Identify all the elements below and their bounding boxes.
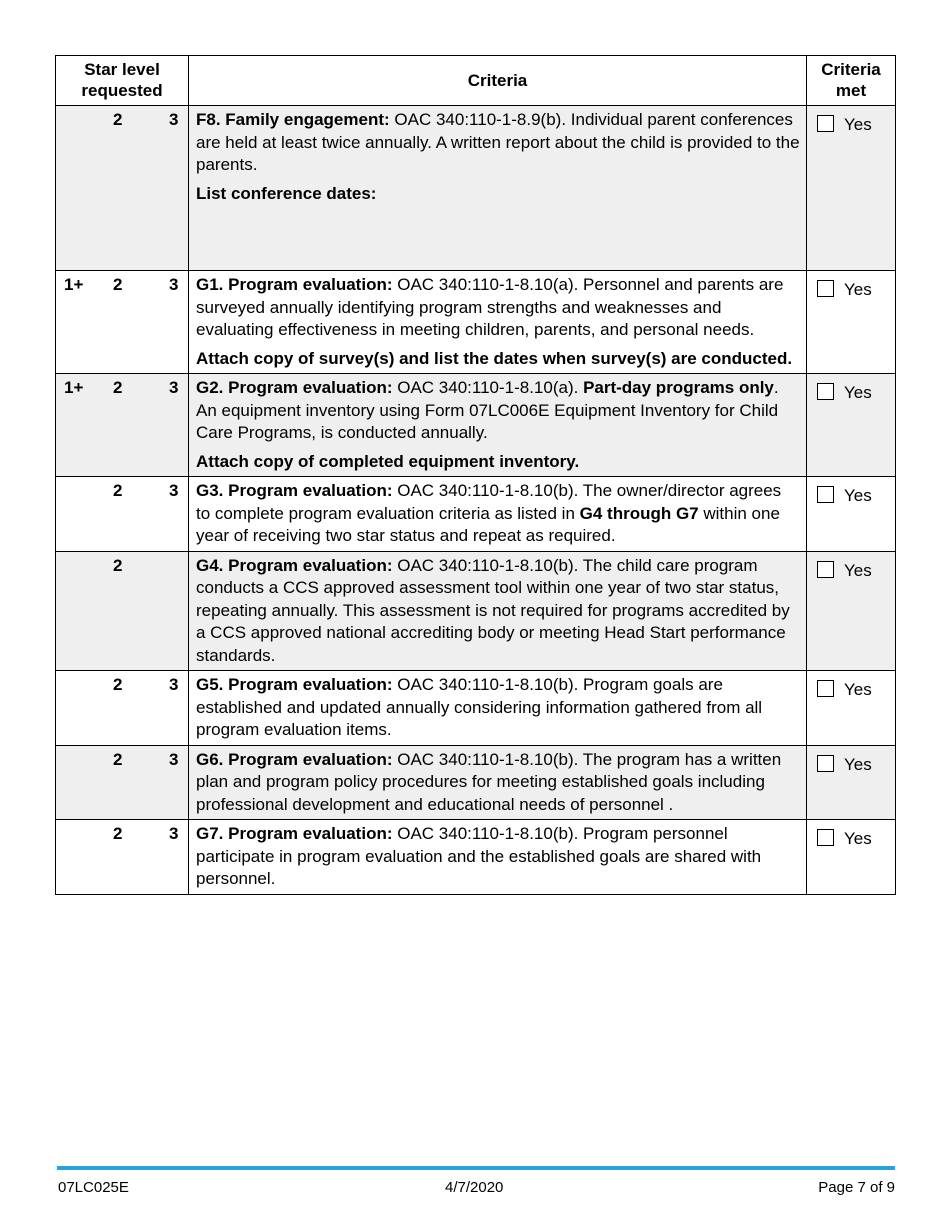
star-level-3: 3 [169, 824, 179, 843]
criteria-row-f8 [56, 106, 896, 271]
criteria-code: G1. Program evaluation: [196, 275, 393, 294]
criteria-text: OAC 340:110-1-8.10(b). The child care program conducts a CCS approved assessment tool within one year of two star status, repeating annually. This assessment is not required for programs accredited by a CCS approved national accrediting body or meeting Head Start performance standards. [196, 555, 790, 665]
criteria-cell [189, 271, 807, 374]
yes-checkbox[interactable] [817, 115, 834, 132]
criteria-code: G7. Program evaluation: [196, 824, 393, 843]
criteria-cell [189, 745, 807, 820]
criteria-text-b: within one year of receiving two star status and repeat as required. [196, 503, 780, 545]
criteria-code: F8. Family engagement: [196, 110, 390, 129]
star-level-header: Star level requested [56, 56, 189, 106]
yes-label: Yes [844, 560, 872, 580]
criteria-cell [189, 671, 807, 746]
criteria-row-g2 [56, 374, 896, 477]
criteria-met-cell [807, 551, 896, 671]
yes-label: Yes [844, 680, 872, 699]
star-level-2: 2 [113, 378, 123, 397]
star-level-2: 2 [113, 481, 123, 500]
star-cell [56, 551, 189, 671]
star-level-2: 2 [113, 749, 123, 769]
criteria-cell [189, 477, 807, 552]
criteria-emphasis: G4 through G7 [579, 503, 699, 523]
criteria-code: G5. Program evaluation: [196, 675, 393, 694]
criteria-header: Criteria [189, 56, 807, 106]
star-level-2: 2 [113, 675, 123, 694]
star-level-3: 3 [169, 481, 179, 500]
criteria-text: OAC 340:110-1-8.10(b). Program goals are established and updated annually considering information gathered from all program evaluation items. [196, 675, 763, 739]
criteria-code: G2. Program evaluation: [196, 378, 393, 397]
star-cell [56, 477, 189, 552]
criteria-row-g6 [56, 745, 896, 820]
star-level-2: 2 [113, 824, 123, 843]
criteria-cell [189, 820, 807, 895]
criteria-text-a: OAC 340:110-1-8.10(a). [392, 378, 584, 397]
criteria-met-cell [807, 820, 896, 895]
criteria-met-cell [807, 106, 896, 271]
criteria-text: OAC 340:110-1-8.10(a). Personnel and parents are surveyed annually identifying program strengths and weaknesses and evaluating effectiveness in meeting children, parents, and personal needs. [196, 275, 784, 339]
criteria-note: List conference dates: [196, 183, 377, 203]
yes-checkbox[interactable] [817, 486, 834, 503]
star-cell [56, 671, 189, 746]
yes-checkbox[interactable] [817, 280, 834, 297]
star-level-3: 3 [169, 378, 179, 397]
form-date: 4/7/2020 [445, 1179, 504, 1196]
criteria-cell [189, 374, 807, 477]
criteria-emphasis: Part-day programs only [583, 378, 774, 397]
yes-label: Yes [844, 383, 872, 402]
yes-checkbox[interactable] [817, 561, 834, 578]
criteria-met-cell [807, 477, 896, 552]
star-level-3: 3 [169, 275, 179, 294]
criteria-met-cell [807, 745, 896, 820]
star-level-3: 3 [169, 749, 179, 769]
star-level-2: 2 [113, 275, 123, 294]
yes-checkbox[interactable] [817, 755, 834, 772]
yes-label: Yes [844, 829, 872, 848]
header-row [56, 56, 896, 106]
criteria-met-header: Criteria met [807, 56, 896, 106]
criteria-code: G3. Program evaluation: [196, 481, 393, 500]
criteria-met-cell [807, 374, 896, 477]
yes-label: Yes [844, 486, 872, 505]
criteria-row-g1 [56, 271, 896, 374]
criteria-note: Attach copy of completed equipment inventory. [196, 451, 580, 471]
criteria-code: G4. Program evaluation: [196, 555, 393, 575]
criteria-row-g5 [56, 671, 896, 746]
star-level-1: 1+ [64, 275, 84, 294]
criteria-text-b: . An equipment inventory using Form 07LC006E Equipment Inventory for Child Care Programs, is conducted annually. [196, 378, 779, 442]
criteria-cell [189, 551, 807, 671]
star-cell [56, 745, 189, 820]
yes-label: Yes [844, 115, 872, 134]
criteria-text: OAC 340:110-1-8.10(b). The program has a written plan and program policy procedures for meeting established goals including professional development and educational needs of personnel . [196, 749, 782, 814]
yes-checkbox[interactable] [817, 383, 834, 400]
page-number: Page 7 of 9 [818, 1179, 895, 1196]
star-level-3: 3 [169, 675, 179, 694]
star-cell [56, 820, 189, 895]
criteria-met-cell [807, 271, 896, 374]
yes-label: Yes [844, 280, 872, 299]
criteria-code: G6. Program evaluation: [196, 749, 393, 769]
criteria-table [55, 55, 896, 895]
criteria-text-a: OAC 340:110-1-8.10(b). The owner/director agrees to complete program evaluation criteria as listed in [196, 481, 782, 523]
form-number: 07LC025E [58, 1179, 129, 1196]
criteria-cell [189, 106, 807, 271]
criteria-row-g3 [56, 477, 896, 552]
star-cell [56, 106, 189, 271]
star-level-2: 2 [113, 110, 123, 129]
criteria-row-g7 [56, 820, 896, 895]
criteria-met-cell [807, 671, 896, 746]
yes-checkbox[interactable] [817, 680, 834, 697]
star-level-3: 3 [169, 110, 179, 129]
star-cell [56, 271, 189, 374]
footer-divider [57, 1166, 895, 1170]
criteria-text: OAC 340:110-1-8.9(b). Individual parent conferences are held at least twice annually. A written report about the child is provided to the parents. [196, 110, 800, 174]
criteria-text: OAC 340:110-1-8.10(b). Program personnel participate in program evaluation and the established goals are shared with personnel. [196, 824, 762, 888]
criteria-note: Attach copy of survey(s) and list the dates when survey(s) are conducted. [196, 348, 793, 368]
star-level-1: 1+ [64, 378, 84, 397]
yes-label: Yes [844, 754, 872, 774]
yes-checkbox[interactable] [817, 829, 834, 846]
criteria-row-g4 [56, 551, 896, 671]
star-cell [56, 374, 189, 477]
star-level-2: 2 [113, 555, 123, 575]
